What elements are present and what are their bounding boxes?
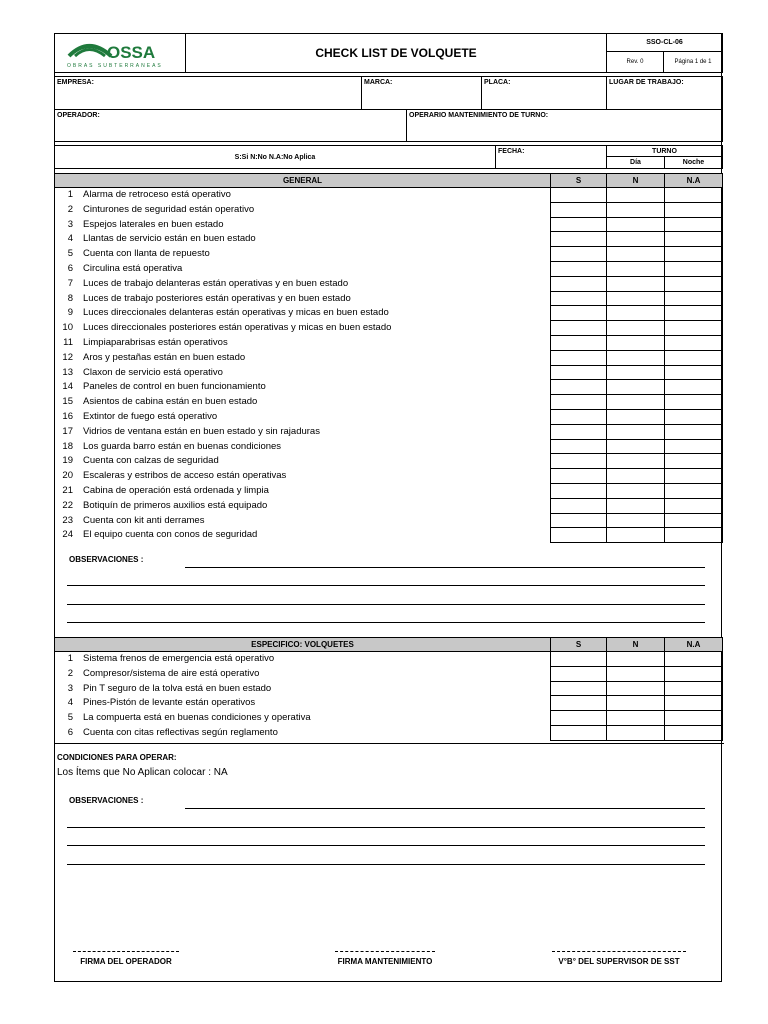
- check-cell-n[interactable]: [606, 320, 665, 336]
- item-description: Cuenta con llanta de repuesto: [83, 248, 210, 260]
- check-cell-s[interactable]: [550, 231, 607, 247]
- item-description: Paneles de control en buen funcionamiento: [83, 381, 266, 393]
- item-description: Luces de trabajo delanteras están operativas y en buen estado: [83, 277, 349, 289]
- check-cell-n[interactable]: [606, 246, 665, 262]
- check-cell-na[interactable]: [664, 666, 723, 682]
- document-title: CHECK LIST DE VOLQUETE: [185, 33, 607, 73]
- firma-mantenimiento-label: FIRMA MANTENIMIENTO: [337, 957, 433, 966]
- item-number: 1: [67, 653, 73, 664]
- check-cell-na[interactable]: [664, 365, 723, 381]
- check-cell-na[interactable]: [664, 651, 723, 667]
- table-row: [55, 320, 723, 335]
- check-cell-na[interactable]: [664, 710, 723, 726]
- item-description: Luces direccionales posteriores están operativas y micas en buen estado: [83, 322, 392, 334]
- check-cell-n[interactable]: [606, 305, 665, 321]
- observaciones-line[interactable]: [185, 808, 705, 809]
- item-description: Pines-Pistón de levante están operativos: [83, 697, 256, 709]
- item-number: 6: [67, 727, 73, 738]
- check-cell-n[interactable]: [606, 527, 665, 543]
- item-description: Luces de trabajo posteriores están operativas y en buen estado: [83, 292, 351, 304]
- check-cell-na[interactable]: [664, 468, 723, 484]
- check-cell-na[interactable]: [664, 305, 723, 321]
- table-row: [55, 217, 723, 232]
- check-cell-s[interactable]: [550, 350, 607, 366]
- check-cell-s[interactable]: [550, 695, 607, 711]
- check-cell-n[interactable]: [606, 217, 665, 233]
- check-cell-na[interactable]: [664, 527, 723, 543]
- condiciones-title: CONDICIONES PARA OPERAR:: [57, 753, 177, 762]
- check-cell-na[interactable]: [664, 231, 723, 247]
- observaciones-line[interactable]: [67, 827, 705, 828]
- table-row: [55, 483, 723, 498]
- firma-operador-label: FIRMA DEL OPERADOR: [80, 957, 172, 966]
- check-cell-n[interactable]: [606, 483, 665, 499]
- check-cell-n[interactable]: [606, 710, 665, 726]
- check-cell-n[interactable]: [606, 261, 665, 277]
- signature-line-supervisor[interactable]: [552, 951, 686, 952]
- table-row: [55, 261, 723, 276]
- check-cell-na[interactable]: [664, 217, 723, 233]
- observaciones-line[interactable]: [67, 585, 705, 586]
- check-cell-s[interactable]: [550, 276, 607, 292]
- check-cell-s[interactable]: [550, 513, 607, 529]
- check-cell-s[interactable]: [550, 187, 607, 203]
- check-cell-na[interactable]: [664, 453, 723, 469]
- signature-line-operador[interactable]: [73, 951, 179, 952]
- logo-text: OSSA: [107, 43, 156, 62]
- check-cell-n[interactable]: [606, 424, 665, 440]
- placa-field[interactable]: PLACA:: [481, 76, 607, 110]
- item-number: 21: [62, 485, 73, 496]
- document-code: SSO-CL-06: [606, 33, 723, 52]
- check-cell-n[interactable]: [606, 335, 665, 351]
- general-col-n: N: [606, 173, 665, 188]
- especifico-col-s: S: [550, 637, 607, 652]
- item-number: 16: [62, 411, 73, 422]
- table-row: [55, 424, 723, 439]
- item-description: Cuenta con citas reflectivas según reglamento: [83, 727, 278, 738]
- check-cell-n[interactable]: [606, 468, 665, 484]
- lugar-trabajo-field[interactable]: LUGAR DE TRABAJO:: [606, 76, 723, 110]
- check-cell-s[interactable]: [550, 439, 607, 455]
- check-cell-na[interactable]: [664, 187, 723, 203]
- table-row: [55, 276, 723, 291]
- check-cell-na[interactable]: [664, 695, 723, 711]
- check-cell-na[interactable]: [664, 379, 723, 395]
- check-cell-n[interactable]: [606, 695, 665, 711]
- item-number: 4: [67, 697, 73, 709]
- table-row: [55, 651, 723, 666]
- check-cell-s[interactable]: [550, 320, 607, 336]
- check-cell-s[interactable]: [550, 681, 607, 697]
- item-number: 13: [62, 366, 73, 378]
- especifico-list: [55, 651, 723, 741]
- check-cell-s[interactable]: [550, 527, 607, 543]
- check-cell-s[interactable]: [550, 710, 607, 726]
- observaciones-line[interactable]: [185, 567, 705, 568]
- check-cell-s[interactable]: [550, 261, 607, 277]
- table-row: [55, 202, 723, 217]
- page-number: Página 1 de 1: [663, 51, 723, 73]
- check-cell-na[interactable]: [664, 276, 723, 292]
- check-cell-n[interactable]: [606, 513, 665, 529]
- item-description: Botiquín de primeros auxilios está equipado: [83, 499, 268, 511]
- observaciones-line[interactable]: [67, 604, 705, 605]
- item-description: Cabina de operación está ordenada y limpia: [83, 485, 269, 496]
- table-row: [55, 409, 723, 424]
- especifico-col-n: N: [606, 637, 665, 652]
- general-list: [55, 187, 723, 543]
- check-cell-s[interactable]: [550, 409, 607, 425]
- table-row: [55, 666, 723, 681]
- check-cell-n[interactable]: [606, 187, 665, 203]
- item-number: 22: [62, 499, 73, 511]
- table-row: [55, 439, 723, 454]
- table-row: [55, 453, 723, 468]
- checklist-page: [54, 33, 722, 982]
- check-cell-s[interactable]: [550, 424, 607, 440]
- item-description: Cuenta con calzas de seguridad: [83, 455, 219, 467]
- check-cell-s[interactable]: [550, 498, 607, 514]
- check-cell-s[interactable]: [550, 483, 607, 499]
- item-number: 14: [62, 381, 73, 393]
- item-number: 3: [67, 218, 73, 230]
- item-description: Circulina está operativa: [83, 263, 183, 274]
- check-cell-s[interactable]: [550, 666, 607, 682]
- table-row: [55, 710, 723, 725]
- item-description: Asientos de cabina están en buen estado: [83, 396, 258, 408]
- check-cell-na[interactable]: [664, 320, 723, 336]
- item-description: Sistema frenos de emergencia está operativo: [83, 653, 275, 664]
- check-cell-n[interactable]: [606, 365, 665, 381]
- signature-line-mantenimiento[interactable]: [335, 951, 435, 952]
- item-description: Alarma de retroceso está operativo: [83, 189, 231, 200]
- table-row: [55, 305, 723, 320]
- table-row: [55, 335, 723, 350]
- table-row: [55, 365, 723, 380]
- check-cell-s[interactable]: [550, 651, 607, 667]
- item-number: 5: [67, 712, 73, 724]
- check-cell-na[interactable]: [664, 424, 723, 440]
- check-cell-na[interactable]: [664, 202, 723, 218]
- item-number: 18: [62, 440, 73, 452]
- table-row: [55, 291, 723, 306]
- check-cell-s[interactable]: [550, 453, 607, 469]
- table-row: [55, 246, 723, 261]
- item-number: 6: [67, 263, 73, 274]
- general-col-s: S: [550, 173, 607, 188]
- check-cell-na[interactable]: [664, 498, 723, 514]
- item-number: 8: [67, 292, 73, 304]
- item-description: Vidrios de ventana están en buen estado y sin rajaduras: [83, 425, 320, 437]
- observaciones-line[interactable]: [67, 864, 705, 865]
- check-cell-n[interactable]: [606, 394, 665, 410]
- operario-mantenimiento-field[interactable]: OPERARIO MANTENIMIENTO DE TURNO:: [406, 109, 723, 142]
- check-cell-n[interactable]: [606, 291, 665, 307]
- table-row: [55, 513, 723, 528]
- observaciones-label-2: OBSERVACIONES :: [69, 796, 144, 805]
- section-divider: [54, 743, 724, 744]
- table-row: [55, 527, 723, 542]
- item-description: Compresor/sistema de aire está operativo: [83, 667, 260, 679]
- operador-field[interactable]: OPERADOR:: [54, 109, 407, 142]
- item-number: 15: [62, 396, 73, 408]
- check-cell-s[interactable]: [550, 394, 607, 410]
- check-cell-s[interactable]: [550, 305, 607, 321]
- check-cell-na[interactable]: [664, 483, 723, 499]
- check-cell-n[interactable]: [606, 453, 665, 469]
- table-row: [55, 187, 723, 202]
- item-number: 5: [67, 248, 73, 260]
- legend-text: S:Si N:No N.A:No Aplica: [54, 145, 496, 169]
- check-cell-na[interactable]: [664, 681, 723, 697]
- check-cell-na[interactable]: [664, 261, 723, 277]
- check-cell-n[interactable]: [606, 379, 665, 395]
- item-number: 1: [67, 189, 73, 200]
- check-cell-n[interactable]: [606, 725, 665, 741]
- check-cell-s[interactable]: [550, 379, 607, 395]
- item-description: Extintor de fuego está operativo: [83, 411, 218, 422]
- item-number: 12: [62, 351, 73, 363]
- item-number: 9: [67, 307, 73, 319]
- table-row: [55, 468, 723, 483]
- item-description: Los guarda barro están en buenas condiciones: [83, 440, 282, 452]
- item-description: Escaleras y estribos de acceso están operativas: [83, 470, 287, 482]
- item-description: Llantas de servicio están en buen estado: [83, 233, 256, 245]
- turno-dia[interactable]: Día: [606, 156, 665, 169]
- item-number: 17: [62, 425, 73, 437]
- marca-field[interactable]: MARCA:: [361, 76, 482, 110]
- table-row: [55, 394, 723, 409]
- table-row: [55, 681, 723, 696]
- firma-supervisor-label: V°B° DEL SUPERVISOR DE SST: [558, 957, 680, 966]
- item-number: 7: [67, 277, 73, 289]
- check-cell-na[interactable]: [664, 725, 723, 741]
- item-description: La compuerta está en buenas condiciones y operativa: [83, 712, 311, 724]
- table-row: [55, 725, 723, 740]
- check-cell-n[interactable]: [606, 666, 665, 682]
- check-cell-na[interactable]: [664, 409, 723, 425]
- check-cell-na[interactable]: [664, 350, 723, 366]
- item-description: El equipo cuenta con conos de seguridad: [83, 529, 258, 541]
- check-cell-s[interactable]: [550, 468, 607, 484]
- turno-noche[interactable]: Noche: [664, 156, 723, 169]
- check-cell-na[interactable]: [664, 394, 723, 410]
- general-col-na: N.A: [664, 173, 723, 188]
- observaciones-line[interactable]: [67, 622, 705, 623]
- item-number: 4: [67, 233, 73, 245]
- item-number: 11: [63, 337, 73, 348]
- check-cell-s[interactable]: [550, 335, 607, 351]
- check-cell-s[interactable]: [550, 291, 607, 307]
- check-cell-na[interactable]: [664, 439, 723, 455]
- condiciones-text: Los Ítems que No Aplican colocar : NA: [57, 767, 228, 778]
- especifico-col-na: N.A: [664, 637, 723, 652]
- fecha-field[interactable]: FECHA:: [495, 145, 607, 169]
- table-row: [55, 695, 723, 710]
- check-cell-na[interactable]: [664, 335, 723, 351]
- item-description: Luces direccionales delanteras están operativas y micas en buen estado: [83, 307, 389, 319]
- item-description: Limpiaparabrisas están operativos: [83, 337, 228, 348]
- check-cell-n[interactable]: [606, 350, 665, 366]
- item-description: Pin T seguro de la tolva está en buen estado: [83, 682, 272, 694]
- check-cell-n[interactable]: [606, 439, 665, 455]
- check-cell-n[interactable]: [606, 409, 665, 425]
- table-row: [55, 231, 723, 246]
- check-cell-na[interactable]: [664, 246, 723, 262]
- logo-box: [54, 33, 186, 73]
- check-cell-n[interactable]: [606, 498, 665, 514]
- check-cell-s[interactable]: [550, 246, 607, 262]
- table-row: [55, 350, 723, 365]
- item-description: Cuenta con kit anti derrames: [83, 514, 205, 526]
- item-number: 2: [67, 667, 73, 679]
- revision-label: Rev. 0: [606, 51, 664, 73]
- check-cell-s[interactable]: [550, 725, 607, 741]
- item-number: 10: [62, 322, 73, 334]
- item-description: Claxon de servicio está operativo: [83, 366, 223, 378]
- check-cell-na[interactable]: [664, 291, 723, 307]
- check-cell-n[interactable]: [606, 231, 665, 247]
- item-number: 3: [67, 682, 73, 694]
- general-header: GENERAL: [54, 173, 551, 188]
- check-cell-s[interactable]: [550, 217, 607, 233]
- item-number: 23: [62, 514, 73, 526]
- item-description: Espejos laterales en buen estado: [83, 218, 224, 230]
- item-number: 2: [67, 203, 73, 215]
- item-number: 19: [62, 455, 73, 467]
- observaciones-line[interactable]: [67, 845, 705, 846]
- check-cell-s[interactable]: [550, 202, 607, 218]
- check-cell-n[interactable]: [606, 681, 665, 697]
- item-description: Aros y pestañas están en buen estado: [83, 351, 246, 363]
- ossa-logo-icon: [55, 34, 185, 72]
- observaciones-label-1: OBSERVACIONES :: [69, 555, 144, 564]
- logo-subtitle: OBRAS SUBTERRANEAS: [67, 63, 163, 69]
- check-cell-n[interactable]: [606, 202, 665, 218]
- turno-label: TURNO: [606, 145, 723, 157]
- table-row: [55, 379, 723, 394]
- item-number: 24: [62, 529, 73, 541]
- especifico-header: ESPECIFICO: VOLQUETES: [54, 637, 551, 652]
- table-row: [55, 498, 723, 513]
- check-cell-na[interactable]: [664, 513, 723, 529]
- check-cell-s[interactable]: [550, 365, 607, 381]
- item-description: Cinturones de seguridad están operativo: [83, 203, 255, 215]
- check-cell-n[interactable]: [606, 651, 665, 667]
- item-number: 20: [62, 470, 73, 482]
- check-cell-n[interactable]: [606, 276, 665, 292]
- empresa-field[interactable]: EMPRESA:: [54, 76, 362, 110]
